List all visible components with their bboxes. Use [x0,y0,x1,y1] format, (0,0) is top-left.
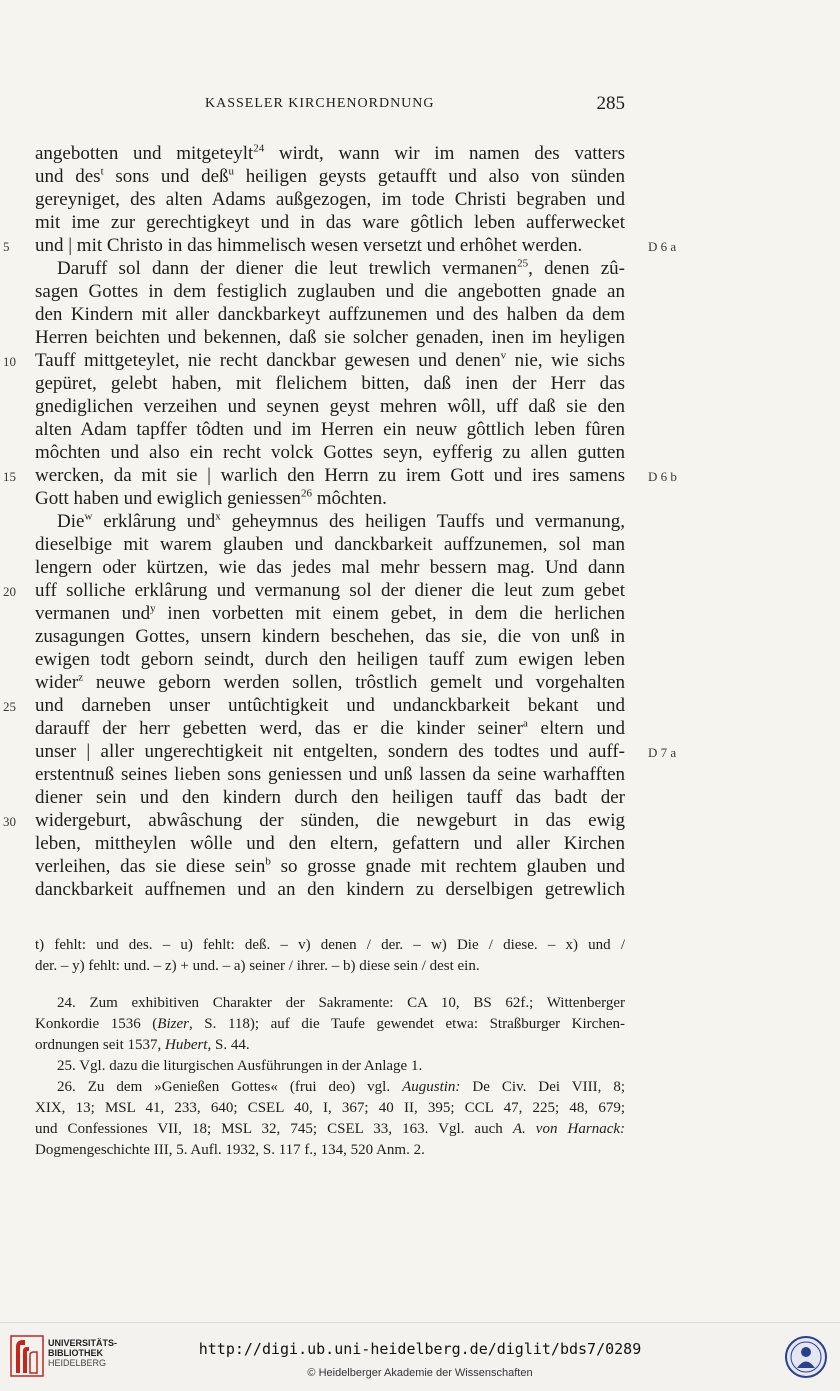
library-name-line2: BIBLIOTHEK [48,1348,103,1358]
text-line: den Kindern mit aller danckbarkeyt auffzunemen und des halben da dem [35,304,625,325]
margin-folio-reference: D 6 b [648,469,677,484]
text-line: dieselbige mit warem glauben und danckbarkeit auffzunemen, sol man [35,534,625,555]
permalink-url[interactable]: http://digi.ub.uni-heidelberg.de/diglit/bds7/0289 [198,1340,642,1358]
text-line: ewigen todt geborn seindt, durch den heiligen tauff zum ewigen leben [35,649,625,670]
line-number: 30 [3,814,16,829]
viewer-footer [0,1322,840,1391]
text-line: wercken, da mit sie | warlich den Herrn zu irem Gott und ires samens [35,465,625,486]
text-line: zusagungen Gottes, unsern kindern beschehen, das sie, die von unß in [35,626,625,647]
note-line: 26. Zu dem »Genießen Gottes« (frui deo) vgl. Augustin: De Civ. Dei VIII, 8; [57,1079,625,1095]
text-line: Daruff sol dann der diener die leut trewlich vermanen$^{25}$, denen zû- [57,257,625,279]
text-line: und darneben unser untûchtigkeit und undanckbarkeit bekant und [35,695,625,716]
text-line: Gott haben und ewiglich geniessen$^{26}$ môchten. [35,487,387,509]
running-title: KASSELER KIRCHENORDNUNG [205,96,435,111]
note-line: 25. Vgl. dazu die liturgischen Ausführungen in der Anlage 1. [57,1058,423,1074]
text-line: erstentnuß seines lieben sons geniessen und unß lassen da seine warhafften [35,764,625,785]
text-line: verleihen, das sie diese sein$^b$ so grosse gnade mit rechtem glauben und [35,855,625,877]
text-line: sagen Gottes in dem festiglich zuglauben und die angebotten gnade an [35,281,625,302]
text-line: gereyniget, des alten Adams außgezogen, im tode Christi begraben und [35,189,625,210]
page-header [35,93,625,116]
note-line: Konkordie 1536 (Bizer, S. 118); auf die Taufe gewendet etwa: Straßburger Kirchen- [35,1016,625,1032]
line-number: 10 [3,354,16,369]
note-line: t) fehlt: und des. – u) fehlt: deß. – v) denen / der. – w) Die / diese. – x) und / [35,937,625,953]
library-name-line3: HEIDELBERG [48,1358,107,1368]
text-line: lengern oder kürtzen, wie das jedes mal mehr bessern mag. Und dann [35,557,625,578]
text-line: Tauff mittgeteylet, nie recht danckbar gewesen und denen$^v$ nie, wie sichs [35,349,625,371]
text-line: Herren beichten und bekennen, daß sie solcher genaden, inen im heyligen [35,327,625,348]
text-line: môchten und also ein recht volck Gottes seyn, eyfferig zu allen gutten [35,442,625,463]
text-line: widergeburt, abwâschung der sünden, die newgeburt in das ewig [35,810,625,831]
line-number: 20 [3,584,16,599]
text-line: darauff der herr gebetten werd, das er die kinder seiner$^a$ eltern und [35,717,625,739]
copyright-notice: © Heidelberger Akademie der Wissenschaften [307,1367,533,1379]
text-line: gnediglichen verzeihen und seynen geyst mehren wôll, uff daß sie den [35,396,625,417]
text-line: vermanen und$^y$ inen vorbetten mit einem gebet, in dem die herlichen [35,602,625,624]
note-line: Dogmengeschichte III, 5. Aufl. 1932, S. 117 f., 134, 520 Anm. 2. [35,1142,425,1158]
line-number: 25 [3,699,16,714]
note-line: und Confessiones VII, 18; MSL 32, 745; CSEL 33, 163. Vgl. auch A. von Harnack: [35,1121,626,1137]
note-line: der. – y) fehlt: und. – z) + und. – a) seiner / ihrer. – b) diese sein / dest ein. [35,958,480,974]
page-number: 285 [596,93,625,114]
text-line: danckbarkeit auffnemen und an den kindern zu derselbigen getrewlich [35,879,625,900]
library-name-line1: UNIVERSITÄTS- [48,1338,118,1348]
text-line: unser | aller ungerechtigkeit nit entgelten, sondern des todtes und auff- [35,741,625,762]
text-line: alten Adam tapffer tôdten und im Herren ein neuw gôttlich leben fûren [35,419,625,440]
text-line: und des$^t$ sons und deß$^u$ heiligen geysts getaufft und also von sünden [35,165,625,187]
text-line: wider$^z$ neuwe geborn werden sollen, trôstlich gemelt und vorgehalten [35,671,625,693]
text-line: uff solliche erklârung und vermanung sol der diener die leut zum gebet [35,580,625,601]
margin-folio-reference: D 6 a [648,239,677,254]
text-line: mit ime zur gerechtigkeyt und in das ware gôtlich leben aufferwecket [35,212,625,233]
text-line: und | mit Christo in das himmelisch wesen versetzt und erhôhet werden. [35,235,583,256]
text-line: angebotten und mitgeteylt$^{24}$ wirdt, wann wir im namen des vatters [35,142,625,164]
text-line: gepüret, gelebt haben, mit flelichem bitten, daß inen der Herr das [35,373,625,394]
margin-folio-reference: D 7 a [648,745,677,760]
academy-seal-icon [784,1335,828,1379]
note-line: XIX, 13; MSL 41, 233, 640; CSEL 40, I, 367; 40 II, 395; CCL 47, 225; 48, 679; [35,1100,625,1116]
line-number: 5 [3,239,10,254]
note-line: 24. Zum exhibitiven Charakter der Sakramente: CA 10, BS 62f.; Wittenberger [57,995,625,1011]
line-number: 15 [3,469,16,484]
text-line: diener sein und den kindern durch den heiligen tauff das badt der [35,787,625,808]
text-line: leben, mittheylen wôlle und den eltern, gefattern und aller Kirchen [35,833,625,854]
note-line: ordnungen seit 1537, Hubert, S. 44. [35,1037,250,1053]
text-line: Die$^w$ erklârung und$^x$ geheymnus des heiligen Tauffs und vermanung, [57,510,625,532]
